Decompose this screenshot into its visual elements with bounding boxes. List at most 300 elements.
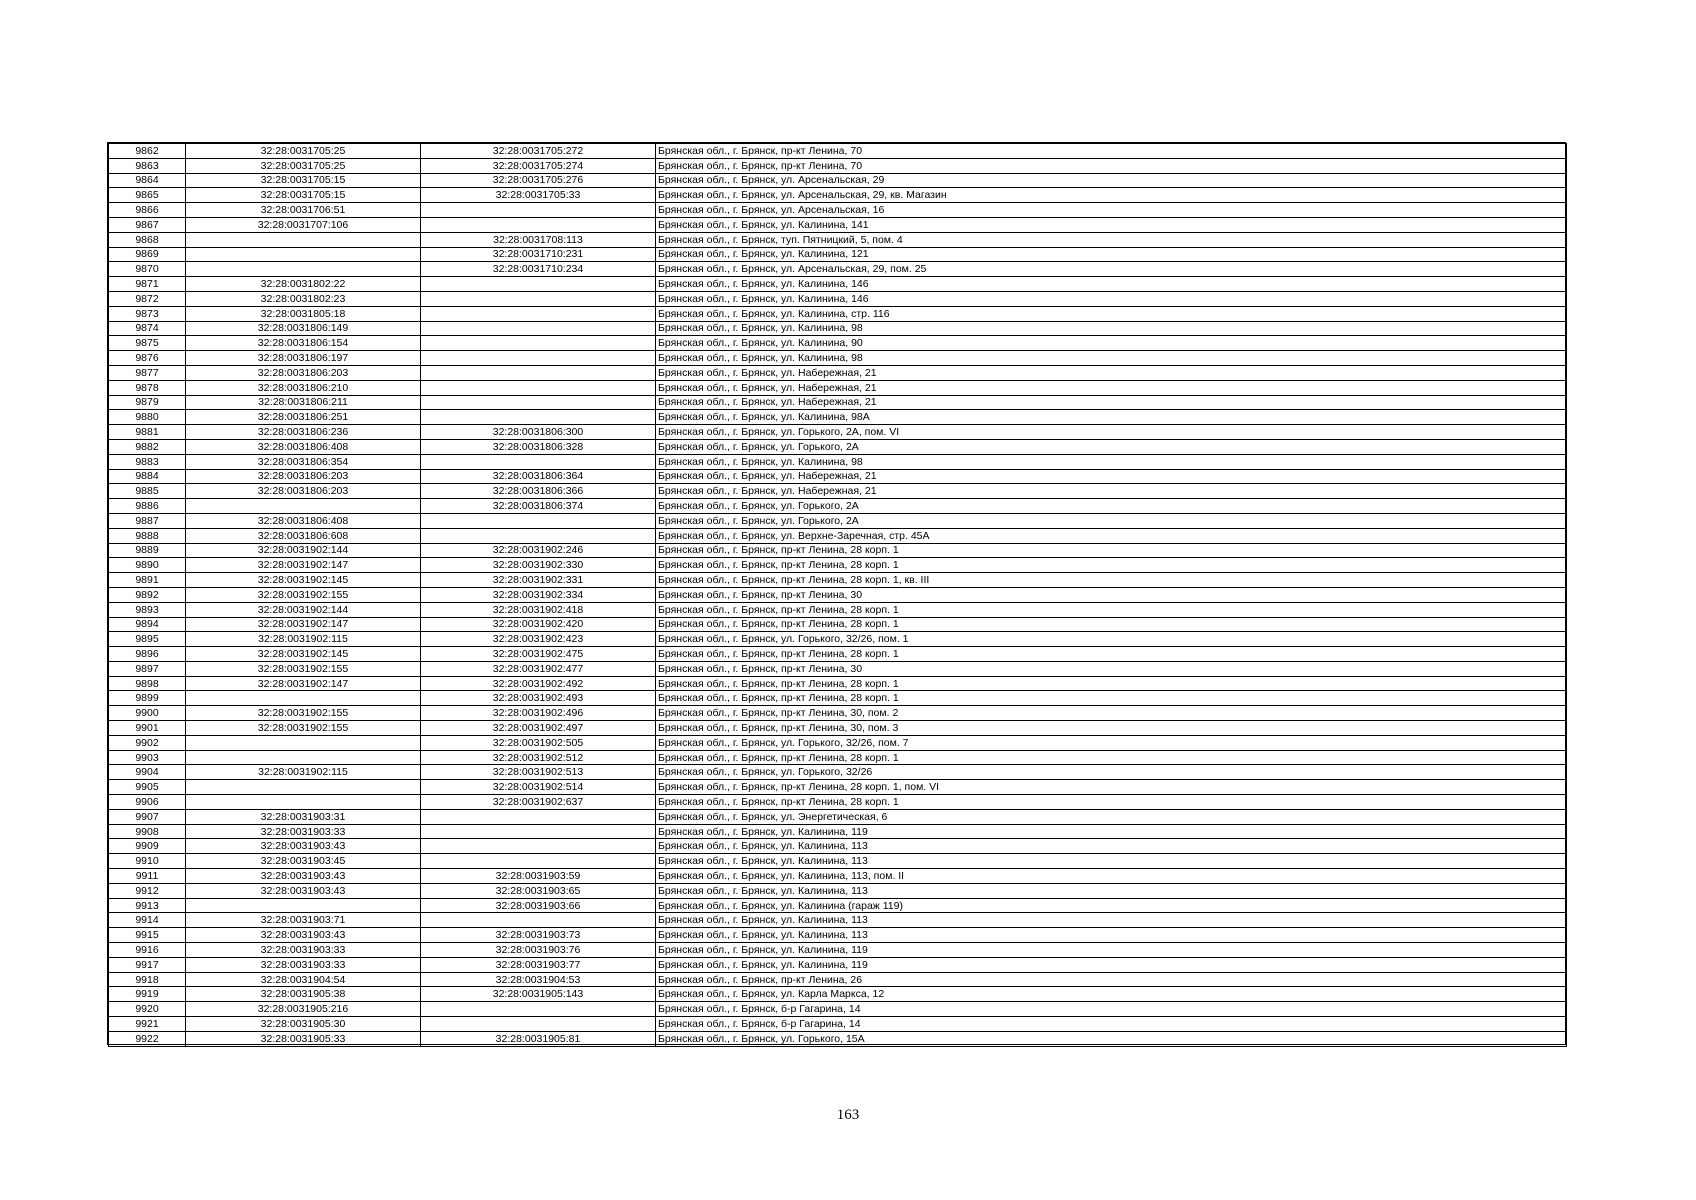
address-cell: Брянская обл., г. Брянск, ул. Горького, 2А bbox=[656, 439, 1567, 454]
cadastral-number-cell bbox=[186, 691, 421, 706]
cadastral-number-cell: 32:28:0031902:420 bbox=[421, 617, 656, 632]
table-row bbox=[109, 395, 1567, 410]
cadastral-number-cell: 32:28:0031806:211 bbox=[186, 395, 421, 410]
cadastral-number-cell: 32:28:0031902:147 bbox=[186, 558, 421, 573]
table-row bbox=[109, 898, 1567, 913]
row-number-cell: 9908 bbox=[109, 824, 186, 839]
cadastral-number-cell: 32:28:0031902:475 bbox=[421, 647, 656, 662]
cadastral-number-cell: 32:28:0031905:38 bbox=[186, 987, 421, 1002]
address-cell: Брянская обл., г. Брянск, пр-кт Ленина, 28 корп. 1 bbox=[656, 558, 1567, 573]
address-cell: Брянская обл., г. Брянск, ул. Калинина, 113 bbox=[656, 928, 1567, 943]
row-number-cell: 9868 bbox=[109, 232, 186, 247]
address-cell: Брянская обл., г. Брянск, ул. Горького, 32/26, пом. 7 bbox=[656, 735, 1567, 750]
row-number-cell: 9914 bbox=[109, 913, 186, 928]
table-row bbox=[109, 587, 1567, 602]
row-number-cell: 9897 bbox=[109, 661, 186, 676]
cadastral-number-cell: 32:28:0031903:59 bbox=[421, 869, 656, 884]
address-cell: Брянская обл., г. Брянск, ул. Калинина, 113 bbox=[656, 854, 1567, 869]
cadastral-number-cell bbox=[421, 321, 656, 336]
cadastral-number-cell: 32:28:0031806:197 bbox=[186, 351, 421, 366]
cadastral-number-cell: 32:28:0031806:366 bbox=[421, 484, 656, 499]
cadastral-number-cell: 32:28:0031902:115 bbox=[186, 632, 421, 647]
cadastral-number-cell: 32:28:0031902:155 bbox=[186, 587, 421, 602]
address-cell: Брянская обл., г. Брянск, пр-кт Ленина, 30 bbox=[656, 661, 1567, 676]
cadastral-number-cell: 32:28:0031806:354 bbox=[186, 454, 421, 469]
row-number-cell: 9873 bbox=[109, 306, 186, 321]
cadastral-number-cell: 32:28:0031902:477 bbox=[421, 661, 656, 676]
cadastral-number-cell: 32:28:0031903:77 bbox=[421, 957, 656, 972]
address-cell: Брянская обл., г. Брянск, пр-кт Ленина, 26 bbox=[656, 972, 1567, 987]
address-cell: Брянская обл., г. Брянск, ул. Калинина, 119 bbox=[656, 957, 1567, 972]
table-row bbox=[109, 972, 1567, 987]
address-cell: Брянская обл., г. Брянск, ул. Верхне-Заречная, стр. 45А bbox=[656, 528, 1567, 543]
table-row bbox=[109, 262, 1567, 277]
row-number-cell: 9862 bbox=[109, 144, 186, 159]
address-cell: Брянская обл., г. Брянск, пр-кт Ленина, 70 bbox=[656, 158, 1567, 173]
table-row bbox=[109, 573, 1567, 588]
cadastral-number-cell: 32:28:0031903:45 bbox=[186, 854, 421, 869]
row-number-cell: 9881 bbox=[109, 425, 186, 440]
row-number-cell: 9892 bbox=[109, 587, 186, 602]
cadastral-number-cell: 32:28:0031902:155 bbox=[186, 706, 421, 721]
table-row bbox=[109, 513, 1567, 528]
row-number-cell: 9870 bbox=[109, 262, 186, 277]
row-number-cell: 9863 bbox=[109, 158, 186, 173]
cadastral-number-cell bbox=[421, 217, 656, 232]
row-number-cell: 9916 bbox=[109, 943, 186, 958]
table-row bbox=[109, 454, 1567, 469]
table-row bbox=[109, 188, 1567, 203]
cadastral-number-cell: 32:28:0031903:33 bbox=[186, 824, 421, 839]
table-row bbox=[109, 365, 1567, 380]
cadastral-number-cell: 32:28:0031902:493 bbox=[421, 691, 656, 706]
row-number-cell: 9866 bbox=[109, 203, 186, 218]
cadastral-number-cell: 32:28:0031905:33 bbox=[186, 1031, 421, 1046]
address-cell: Брянская обл., г. Брянск, ул. Горького, 32/26 bbox=[656, 765, 1567, 780]
cadastral-number-cell: 32:28:0031903:73 bbox=[421, 928, 656, 943]
row-number-cell: 9885 bbox=[109, 484, 186, 499]
table-row bbox=[109, 839, 1567, 854]
row-number-cell: 9913 bbox=[109, 898, 186, 913]
cadastral-number-cell bbox=[421, 291, 656, 306]
address-cell: Брянская обл., г. Брянск, ул. Набережная, 21 bbox=[656, 395, 1567, 410]
table-row bbox=[109, 750, 1567, 765]
address-cell: Брянская обл., г. Брянск, ул. Калинина, 113 bbox=[656, 839, 1567, 854]
table-row bbox=[109, 1002, 1567, 1017]
table-row bbox=[109, 558, 1567, 573]
row-number-cell: 9895 bbox=[109, 632, 186, 647]
cadastral-number-cell: 32:28:0031705:25 bbox=[186, 144, 421, 159]
cadastral-number-cell bbox=[186, 247, 421, 262]
cadastral-number-cell: 32:28:0031903:76 bbox=[421, 943, 656, 958]
address-cell: Брянская обл., г. Брянск, ул. Арсенальская, 29 bbox=[656, 173, 1567, 188]
row-number-cell: 9875 bbox=[109, 336, 186, 351]
cadastral-number-cell: 32:28:0031905:143 bbox=[421, 987, 656, 1002]
row-number-cell: 9872 bbox=[109, 291, 186, 306]
table-row bbox=[109, 380, 1567, 395]
cadastral-number-cell bbox=[186, 262, 421, 277]
row-number-cell: 9909 bbox=[109, 839, 186, 854]
cadastral-number-cell: 32:28:0031903:71 bbox=[186, 913, 421, 928]
address-cell: Брянская обл., г. Брянск, пр-кт Ленина, 28 корп. 1 bbox=[656, 602, 1567, 617]
table-row bbox=[109, 913, 1567, 928]
cadastral-number-cell: 32:28:0031903:33 bbox=[186, 943, 421, 958]
cadastral-number-cell: 32:28:0031903:66 bbox=[421, 898, 656, 913]
cadastral-number-cell: 32:28:0031905:216 bbox=[186, 1002, 421, 1017]
cadastral-number-cell: 32:28:0031902:512 bbox=[421, 750, 656, 765]
row-number-cell: 9876 bbox=[109, 351, 186, 366]
table-row bbox=[109, 824, 1567, 839]
cadastral-number-cell: 32:28:0031705:33 bbox=[421, 188, 656, 203]
cadastral-number-cell: 32:28:0031806:300 bbox=[421, 425, 656, 440]
table-row bbox=[109, 691, 1567, 706]
row-number-cell: 9883 bbox=[109, 454, 186, 469]
cadastral-number-cell: 32:28:0031904:54 bbox=[186, 972, 421, 987]
page-number: 163 bbox=[836, 1107, 860, 1123]
cadastral-number-cell: 32:28:0031903:43 bbox=[186, 869, 421, 884]
row-number-cell: 9911 bbox=[109, 869, 186, 884]
cadastral-number-cell: 32:28:0031706:51 bbox=[186, 203, 421, 218]
row-number-cell: 9920 bbox=[109, 1002, 186, 1017]
table-row bbox=[109, 795, 1567, 810]
address-cell: Брянская обл., г. Брянск, пр-кт Ленина, 30, пом. 2 bbox=[656, 706, 1567, 721]
row-number-cell: 9899 bbox=[109, 691, 186, 706]
table-row bbox=[109, 232, 1567, 247]
address-cell: Брянская обл., г. Брянск, ул. Набережная, 21 bbox=[656, 469, 1567, 484]
address-cell: Брянская обл., г. Брянск, ул. Калинина, 119 bbox=[656, 943, 1567, 958]
address-cell: Брянская обл., г. Брянск, пр-кт Ленина, 28 корп. 1 bbox=[656, 617, 1567, 632]
address-cell: Брянская обл., г. Брянск, ул. Калинина, 98 bbox=[656, 454, 1567, 469]
cadastral-number-cell bbox=[421, 1017, 656, 1032]
table-row bbox=[109, 528, 1567, 543]
table-row bbox=[109, 765, 1567, 780]
address-cell: Брянская обл., г. Брянск, ул. Калинина, 121 bbox=[656, 247, 1567, 262]
address-cell: Брянская обл., г. Брянск, ул. Горького, 2А, пом. VI bbox=[656, 425, 1567, 440]
table-row bbox=[109, 306, 1567, 321]
table-row bbox=[109, 173, 1567, 188]
address-cell: Брянская обл., г. Брянск, пр-кт Ленина, 28 корп. 1 bbox=[656, 647, 1567, 662]
cadastral-number-cell bbox=[421, 913, 656, 928]
cadastral-number-cell: 32:28:0031710:234 bbox=[421, 262, 656, 277]
address-cell: Брянская обл., г. Брянск, ул. Набережная, 21 bbox=[656, 365, 1567, 380]
address-cell: Брянская обл., г. Брянск, ул. Калинина, 119 bbox=[656, 824, 1567, 839]
row-number-cell: 9864 bbox=[109, 173, 186, 188]
row-number-cell: 9919 bbox=[109, 987, 186, 1002]
cadastral-number-cell: 32:28:0031806:408 bbox=[186, 513, 421, 528]
row-number-cell: 9882 bbox=[109, 439, 186, 454]
row-number-cell: 9879 bbox=[109, 395, 186, 410]
cadastral-number-cell: 32:28:0031902:147 bbox=[186, 617, 421, 632]
cadastral-number-cell: 32:28:0031705:272 bbox=[421, 144, 656, 159]
row-number-cell: 9912 bbox=[109, 883, 186, 898]
cadastral-number-cell: 32:28:0031806:236 bbox=[186, 425, 421, 440]
cadastral-number-cell: 32:28:0031902:147 bbox=[186, 676, 421, 691]
table-row bbox=[109, 217, 1567, 232]
table-row bbox=[109, 291, 1567, 306]
table-row bbox=[109, 425, 1567, 440]
cadastral-number-cell: 32:28:0031902:513 bbox=[421, 765, 656, 780]
cadastral-number-cell: 32:28:0031903:43 bbox=[186, 883, 421, 898]
cadastral-number-cell: 32:28:0031705:15 bbox=[186, 173, 421, 188]
table-row bbox=[109, 602, 1567, 617]
cadastral-number-cell: 32:28:0031902:497 bbox=[421, 721, 656, 736]
row-number-cell: 9869 bbox=[109, 247, 186, 262]
table-row bbox=[109, 1017, 1567, 1032]
cadastral-number-cell: 32:28:0031802:22 bbox=[186, 277, 421, 292]
table-row bbox=[109, 869, 1567, 884]
row-number-cell: 9877 bbox=[109, 365, 186, 380]
table-row bbox=[109, 661, 1567, 676]
row-number-cell: 9910 bbox=[109, 854, 186, 869]
row-number-cell: 9917 bbox=[109, 957, 186, 972]
registry-table bbox=[108, 143, 1567, 1047]
address-cell: Брянская обл., г. Брянск, туп. Пятницкий, 5, пом. 4 bbox=[656, 232, 1567, 247]
row-number-cell: 9918 bbox=[109, 972, 186, 987]
row-number-cell: 9901 bbox=[109, 721, 186, 736]
table-row bbox=[109, 484, 1567, 499]
table-row bbox=[109, 780, 1567, 795]
cadastral-number-cell: 32:28:0031806:328 bbox=[421, 439, 656, 454]
cadastral-number-cell: 32:28:0031902:155 bbox=[186, 661, 421, 676]
cadastral-number-cell: 32:28:0031705:25 bbox=[186, 158, 421, 173]
address-cell: Брянская обл., г. Брянск, ул. Горького, 2А bbox=[656, 499, 1567, 514]
table-row bbox=[109, 336, 1567, 351]
table-row bbox=[109, 321, 1567, 336]
table-row bbox=[109, 928, 1567, 943]
row-number-cell: 9886 bbox=[109, 499, 186, 514]
row-number-cell: 9890 bbox=[109, 558, 186, 573]
table-row bbox=[109, 543, 1567, 558]
row-number-cell: 9898 bbox=[109, 676, 186, 691]
row-number-cell: 9880 bbox=[109, 410, 186, 425]
cadastral-number-cell bbox=[421, 513, 656, 528]
table-row bbox=[109, 499, 1567, 514]
address-cell: Брянская обл., г. Брянск, пр-кт Ленина, 30, пом. 3 bbox=[656, 721, 1567, 736]
address-cell: Брянская обл., г. Брянск, ул. Калинина (гараж 119) bbox=[656, 898, 1567, 913]
cadastral-number-cell: 32:28:0031902:496 bbox=[421, 706, 656, 721]
table-row bbox=[109, 647, 1567, 662]
table-row bbox=[109, 735, 1567, 750]
cadastral-number-cell: 32:28:0031705:15 bbox=[186, 188, 421, 203]
cadastral-number-cell: 32:28:0031806:608 bbox=[186, 528, 421, 543]
cadastral-number-cell bbox=[421, 824, 656, 839]
row-number-cell: 9894 bbox=[109, 617, 186, 632]
table-row bbox=[109, 247, 1567, 262]
cadastral-number-cell bbox=[421, 1002, 656, 1017]
cadastral-number-cell: 32:28:0031806:374 bbox=[421, 499, 656, 514]
table-row bbox=[109, 1031, 1567, 1046]
cadastral-number-cell: 32:28:0031902:334 bbox=[421, 587, 656, 602]
cadastral-number-cell: 32:28:0031705:276 bbox=[421, 173, 656, 188]
address-cell: Брянская обл., г. Брянск, ул. Горького, 32/26, пом. 1 bbox=[656, 632, 1567, 647]
cadastral-number-cell: 32:28:0031806:408 bbox=[186, 439, 421, 454]
row-number-cell: 9904 bbox=[109, 765, 186, 780]
cadastral-number-cell bbox=[186, 795, 421, 810]
table-row bbox=[109, 144, 1567, 159]
cadastral-number-cell bbox=[186, 750, 421, 765]
cadastral-number-cell: 32:28:0031902:145 bbox=[186, 647, 421, 662]
address-cell: Брянская обл., г. Брянск, ул. Калинина, 146 bbox=[656, 291, 1567, 306]
cadastral-number-cell: 32:28:0031902:144 bbox=[186, 602, 421, 617]
cadastral-number-cell: 32:28:0031905:30 bbox=[186, 1017, 421, 1032]
cadastral-number-cell bbox=[186, 898, 421, 913]
address-cell: Брянская обл., г. Брянск, пр-кт Ленина, 30 bbox=[656, 587, 1567, 602]
row-number-cell: 9887 bbox=[109, 513, 186, 528]
cadastral-number-cell: 32:28:0031902:330 bbox=[421, 558, 656, 573]
row-number-cell: 9884 bbox=[109, 469, 186, 484]
address-cell: Брянская обл., г. Брянск, ул. Карла Маркса, 12 bbox=[656, 987, 1567, 1002]
cadastral-number-cell: 32:28:0031903:43 bbox=[186, 928, 421, 943]
cadastral-number-cell bbox=[421, 203, 656, 218]
cadastral-number-cell bbox=[421, 854, 656, 869]
address-cell: Брянская обл., г. Брянск, пр-кт Ленина, 28 корп. 1 bbox=[656, 750, 1567, 765]
row-number-cell: 9905 bbox=[109, 780, 186, 795]
cadastral-number-cell bbox=[421, 351, 656, 366]
cadastral-number-cell: 32:28:0031903:33 bbox=[186, 957, 421, 972]
row-number-cell: 9896 bbox=[109, 647, 186, 662]
cadastral-number-cell: 32:28:0031902:331 bbox=[421, 573, 656, 588]
cadastral-number-cell: 32:28:0031902:144 bbox=[186, 543, 421, 558]
address-cell: Брянская обл., г. Брянск, ул. Калинина, 98 bbox=[656, 321, 1567, 336]
cadastral-number-cell bbox=[421, 410, 656, 425]
table-row bbox=[109, 943, 1567, 958]
cadastral-number-cell: 32:28:0031902:492 bbox=[421, 676, 656, 691]
cadastral-number-cell: 32:28:0031902:145 bbox=[186, 573, 421, 588]
address-cell: Брянская обл., г. Брянск, пр-кт Ленина, 28 корп. 1 bbox=[656, 543, 1567, 558]
cadastral-number-cell: 32:28:0031902:155 bbox=[186, 721, 421, 736]
cadastral-number-cell bbox=[421, 528, 656, 543]
cadastral-number-cell: 32:28:0031903:65 bbox=[421, 883, 656, 898]
table-row bbox=[109, 351, 1567, 366]
table-row bbox=[109, 676, 1567, 691]
address-cell: Брянская обл., г. Брянск, пр-кт Ленина, 70 bbox=[656, 144, 1567, 159]
cadastral-number-cell: 32:28:0031902:637 bbox=[421, 795, 656, 810]
cadastral-number-cell: 32:28:0031903:43 bbox=[186, 839, 421, 854]
address-cell: Брянская обл., г. Брянск, ул. Калинина, 113 bbox=[656, 883, 1567, 898]
address-cell: Брянская обл., г. Брянск, ул. Горького, 2А bbox=[656, 513, 1567, 528]
address-cell: Брянская обл., г. Брянск, ул. Калинина, 98А bbox=[656, 410, 1567, 425]
row-number-cell: 9903 bbox=[109, 750, 186, 765]
table-row bbox=[109, 158, 1567, 173]
cadastral-number-cell: 32:28:0031903:31 bbox=[186, 809, 421, 824]
address-cell: Брянская обл., г. Брянск, ул. Арсенальская, 29, пом. 25 bbox=[656, 262, 1567, 277]
cadastral-number-cell bbox=[421, 277, 656, 292]
address-cell: Брянская обл., г. Брянск, ул. Арсенальская, 29, кв. Магазин bbox=[656, 188, 1567, 203]
cadastral-number-cell: 32:28:0031902:505 bbox=[421, 735, 656, 750]
row-number-cell: 9891 bbox=[109, 573, 186, 588]
cadastral-number-cell: 32:28:0031710:231 bbox=[421, 247, 656, 262]
row-number-cell: 9922 bbox=[109, 1031, 186, 1046]
table-row bbox=[109, 617, 1567, 632]
address-cell: Брянская обл., г. Брянск, ул. Калинина, 98 bbox=[656, 351, 1567, 366]
cadastral-number-cell: 32:28:0031806:203 bbox=[186, 469, 421, 484]
table-row bbox=[109, 203, 1567, 218]
cadastral-number-cell: 32:28:0031902:246 bbox=[421, 543, 656, 558]
address-cell: Брянская обл., г. Брянск, ул. Горького, 15А bbox=[656, 1031, 1567, 1046]
row-number-cell: 9900 bbox=[109, 706, 186, 721]
table-row bbox=[109, 957, 1567, 972]
cadastral-number-cell: 32:28:0031904:53 bbox=[421, 972, 656, 987]
address-cell: Брянская обл., г. Брянск, ул. Калинина, 113 bbox=[656, 913, 1567, 928]
cadastral-number-cell bbox=[421, 454, 656, 469]
table-row bbox=[109, 809, 1567, 824]
cadastral-number-cell bbox=[421, 839, 656, 854]
table-row bbox=[109, 883, 1567, 898]
address-cell: Брянская обл., г. Брянск, ул. Энергетическая, 6 bbox=[656, 809, 1567, 824]
row-number-cell: 9878 bbox=[109, 380, 186, 395]
address-cell: Брянская обл., г. Брянск, ул. Калинина, 141 bbox=[656, 217, 1567, 232]
cadastral-number-cell: 32:28:0031806:210 bbox=[186, 380, 421, 395]
address-cell: Брянская обл., г. Брянск, ул. Калинина, 113, пом. II bbox=[656, 869, 1567, 884]
cadastral-number-cell: 32:28:0031806:149 bbox=[186, 321, 421, 336]
table-row bbox=[109, 410, 1567, 425]
cadastral-number-cell: 32:28:0031902:514 bbox=[421, 780, 656, 795]
row-number-cell: 9865 bbox=[109, 188, 186, 203]
cadastral-number-cell bbox=[421, 365, 656, 380]
cadastral-number-cell: 32:28:0031902:423 bbox=[421, 632, 656, 647]
row-number-cell: 9915 bbox=[109, 928, 186, 943]
table-row bbox=[109, 277, 1567, 292]
address-cell: Брянская обл., г. Брянск, пр-кт Ленина, 28 корп. 1 bbox=[656, 676, 1567, 691]
table-row bbox=[109, 469, 1567, 484]
cadastral-number-cell bbox=[421, 380, 656, 395]
row-number-cell: 9907 bbox=[109, 809, 186, 824]
cadastral-number-cell bbox=[186, 232, 421, 247]
cadastral-number-cell: 32:28:0031806:364 bbox=[421, 469, 656, 484]
cadastral-number-cell: 32:28:0031705:274 bbox=[421, 158, 656, 173]
address-cell: Брянская обл., г. Брянск, ул. Калинина, 90 bbox=[656, 336, 1567, 351]
row-number-cell: 9888 bbox=[109, 528, 186, 543]
cadastral-number-cell bbox=[186, 735, 421, 750]
address-cell: Брянская обл., г. Брянск, б-р Гагарина, 14 bbox=[656, 1002, 1567, 1017]
cadastral-number-cell: 32:28:0031806:154 bbox=[186, 336, 421, 351]
table-row bbox=[109, 987, 1567, 1002]
address-cell: Брянская обл., г. Брянск, б-р Гагарина, 14 bbox=[656, 1017, 1567, 1032]
row-number-cell: 9871 bbox=[109, 277, 186, 292]
row-number-cell: 9902 bbox=[109, 735, 186, 750]
cadastral-number-cell bbox=[186, 499, 421, 514]
cadastral-number-cell bbox=[421, 306, 656, 321]
cadastral-number-cell bbox=[421, 395, 656, 410]
row-number-cell: 9874 bbox=[109, 321, 186, 336]
registry-table-body bbox=[109, 144, 1567, 1047]
cadastral-number-cell: 32:28:0031708:113 bbox=[421, 232, 656, 247]
table-row bbox=[109, 721, 1567, 736]
cadastral-number-cell: 32:28:0031902:115 bbox=[186, 765, 421, 780]
table-row bbox=[109, 632, 1567, 647]
address-cell: Брянская обл., г. Брянск, ул. Набережная, 21 bbox=[656, 380, 1567, 395]
address-cell: Брянская обл., г. Брянск, пр-кт Ленина, 28 корп. 1, кв. III bbox=[656, 573, 1567, 588]
cadastral-number-cell: 32:28:0031802:23 bbox=[186, 291, 421, 306]
cadastral-number-cell bbox=[186, 780, 421, 795]
cadastral-number-cell bbox=[421, 336, 656, 351]
address-cell: Брянская обл., г. Брянск, пр-кт Ленина, 28 корп. 1 bbox=[656, 691, 1567, 706]
table-row bbox=[109, 706, 1567, 721]
address-cell: Брянская обл., г. Брянск, ул. Арсенальская, 16 bbox=[656, 203, 1567, 218]
cadastral-number-cell: 32:28:0031806:203 bbox=[186, 484, 421, 499]
row-number-cell: 9889 bbox=[109, 543, 186, 558]
address-cell: Брянская обл., г. Брянск, пр-кт Ленина, 28 корп. 1 bbox=[656, 795, 1567, 810]
row-number-cell: 9906 bbox=[109, 795, 186, 810]
address-cell: Брянская обл., г. Брянск, ул. Калинина, 146 bbox=[656, 277, 1567, 292]
cadastral-number-cell: 32:28:0031806:203 bbox=[186, 365, 421, 380]
address-cell: Брянская обл., г. Брянск, ул. Калинина, стр. 116 bbox=[656, 306, 1567, 321]
cadastral-number-cell bbox=[421, 809, 656, 824]
cadastral-number-cell: 32:28:0031707:106 bbox=[186, 217, 421, 232]
row-number-cell: 9867 bbox=[109, 217, 186, 232]
cadastral-number-cell: 32:28:0031902:418 bbox=[421, 602, 656, 617]
cadastral-number-cell: 32:28:0031805:18 bbox=[186, 306, 421, 321]
